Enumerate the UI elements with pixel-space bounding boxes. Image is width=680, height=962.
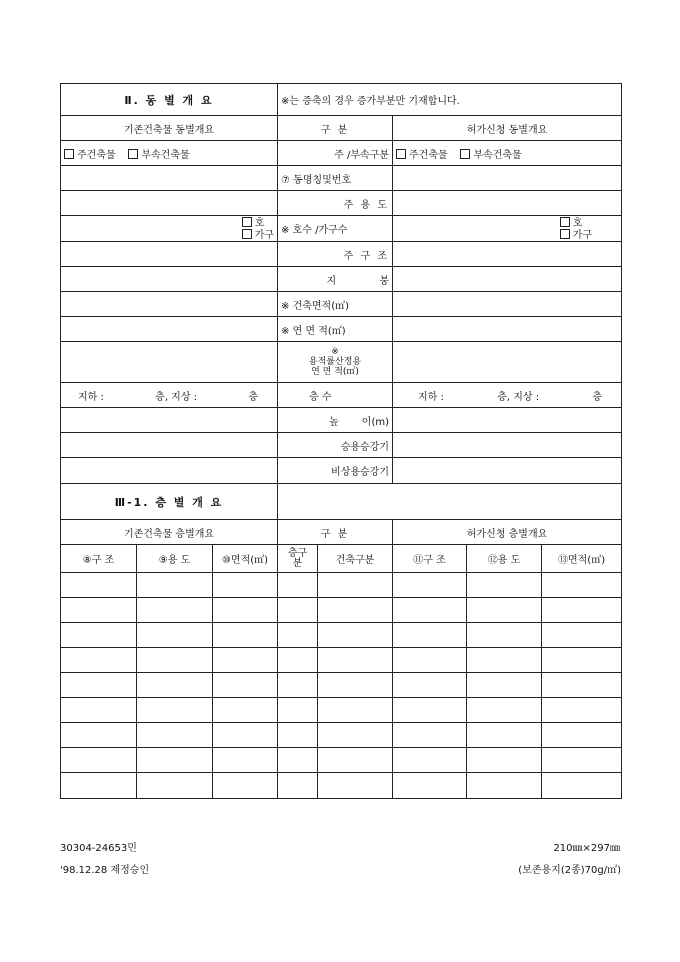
existing-height-field[interactable]	[61, 408, 278, 433]
gagu-checkbox[interactable]	[242, 229, 252, 239]
existing-name-field[interactable]	[61, 166, 278, 191]
paper-size: 210㎜×297㎜	[553, 843, 620, 854]
ho-checkbox[interactable]	[242, 217, 252, 227]
existing-elevator-field[interactable]	[61, 433, 278, 458]
existing-floor-header: 기존건축물 층별개요	[61, 520, 278, 545]
floor-category-header: 구 분	[278, 520, 393, 545]
row-label-total-area: ※ 연 면 적(㎡)	[278, 317, 393, 342]
permit-kind-checkboxes	[393, 141, 622, 166]
permit-building-header: 허가신청 동별개요	[393, 116, 622, 141]
ground-label: 층, 지상 :	[155, 391, 198, 403]
ho-checkbox-permit[interactable]	[560, 217, 570, 227]
basement-label: 지하 :	[78, 391, 104, 403]
sub-building-label: 부속건축물	[141, 149, 190, 161]
ho-label-permit: 호	[572, 217, 583, 229]
ground-label-permit: 층, 지상 :	[497, 391, 540, 403]
row-label-emergency-elevator: 비상용승강기	[278, 458, 393, 484]
floor-row	[61, 648, 622, 673]
main-building-label: 주건축물	[77, 149, 116, 161]
row-label-name: ⑦ 동명칭및번호	[278, 166, 393, 191]
row-label-elevator: 승용승강기	[278, 433, 393, 458]
ho-label: 호	[254, 217, 265, 229]
existing-roof-field[interactable]	[61, 267, 278, 292]
row-label-units: ※ 호수 /가구수	[278, 216, 393, 242]
section2-title: Ⅱ. 동 별 개 요	[61, 84, 278, 116]
main-building-checkbox-permit[interactable]	[396, 149, 406, 159]
existing-total-area-field[interactable]	[61, 317, 278, 342]
row-label-far-area	[278, 342, 393, 383]
approval-date: '98.12.28 제정승인	[60, 865, 150, 876]
permit-units-field[interactable]	[393, 216, 622, 242]
permit-floor-header: 허가신청 층별개요	[393, 520, 622, 545]
gagu-label-permit: 가구	[572, 229, 593, 241]
permit-emergency-elevator-field[interactable]	[393, 458, 622, 484]
gagu-checkbox-permit[interactable]	[560, 229, 570, 239]
existing-use-field[interactable]	[61, 191, 278, 216]
existing-units-field[interactable]	[61, 216, 278, 242]
col-floor-division: 층구분	[278, 545, 318, 573]
floor-unit-label: 층	[248, 391, 258, 403]
gagu-label: 가구	[254, 229, 275, 241]
row-label-structure: 주 구 조	[278, 242, 393, 267]
main-building-label-permit: 주건축물	[409, 149, 448, 161]
floor-row	[61, 573, 622, 598]
section2-note: ※는 증축의 경우 증가부분만 기재합니다.	[278, 84, 622, 116]
permit-floors-field[interactable]	[393, 383, 622, 408]
col-build-division: 건축구분	[318, 545, 393, 573]
permit-total-area-field[interactable]	[393, 317, 622, 342]
row-label-building-area: ※ 건축면적(㎡)	[278, 292, 393, 317]
existing-building-area-field[interactable]	[61, 292, 278, 317]
paper-type: (보존용지(2종)70g/㎡)	[518, 865, 621, 876]
row-label-kind: 주 /부속구분	[278, 141, 393, 166]
floor-row	[61, 698, 622, 723]
existing-floors-field[interactable]	[61, 383, 278, 408]
building-overview-form	[60, 83, 622, 799]
floor-row	[61, 673, 622, 698]
floor-row	[61, 598, 622, 623]
sub-building-checkbox[interactable]	[128, 149, 138, 159]
row-label-height: 높 이(m)	[278, 408, 393, 433]
row-label-roof: 지 붕	[278, 267, 393, 292]
category-header: 구 분	[278, 116, 393, 141]
row-label-floors: 층 수	[278, 383, 393, 408]
existing-far-area-field[interactable]	[61, 342, 278, 383]
existing-emergency-elevator-field[interactable]	[61, 458, 278, 484]
col-use-old: ⑨용 도	[137, 545, 213, 573]
permit-height-field[interactable]	[393, 408, 622, 433]
permit-roof-field[interactable]	[393, 267, 622, 292]
basement-label-permit: 지하 :	[418, 391, 444, 403]
section3-title: Ⅲ-1. 층 별 개 요	[61, 484, 278, 520]
permit-use-field[interactable]	[393, 191, 622, 216]
floor-row	[61, 773, 622, 799]
sub-building-label-permit: 부속건축물	[473, 149, 522, 161]
far-mark: ※	[331, 347, 339, 357]
col-area-old: ⑩면적(㎡)	[213, 545, 278, 573]
existing-kind-checkboxes	[61, 141, 278, 166]
sub-building-checkbox-permit[interactable]	[460, 149, 470, 159]
permit-building-area-field[interactable]	[393, 292, 622, 317]
floor-row	[61, 723, 622, 748]
floor-row	[61, 748, 622, 773]
permit-name-field[interactable]	[393, 166, 622, 191]
permit-far-area-field[interactable]	[393, 342, 622, 383]
existing-building-header: 기존건축물 동별개요	[61, 116, 278, 141]
col-structure-old: ⑧구 조	[61, 545, 137, 573]
existing-structure-field[interactable]	[61, 242, 278, 267]
floor-unit-label-permit: 층	[592, 391, 603, 403]
permit-structure-field[interactable]	[393, 242, 622, 267]
col-use-new: ⑫용 도	[467, 545, 542, 573]
floor-row	[61, 623, 622, 648]
far-line1: 용적률산정용	[308, 357, 362, 367]
col-area-new: ⑬면적(㎡)	[542, 545, 622, 573]
main-building-checkbox[interactable]	[64, 149, 74, 159]
section3-blank	[278, 484, 622, 520]
far-line2: 연 면 적(㎡)	[311, 367, 359, 377]
col-structure-new: ⑪구 조	[393, 545, 467, 573]
permit-elevator-field[interactable]	[393, 433, 622, 458]
form-code: 30304-24653민	[60, 843, 137, 854]
row-label-use: 주 용 도	[278, 191, 393, 216]
